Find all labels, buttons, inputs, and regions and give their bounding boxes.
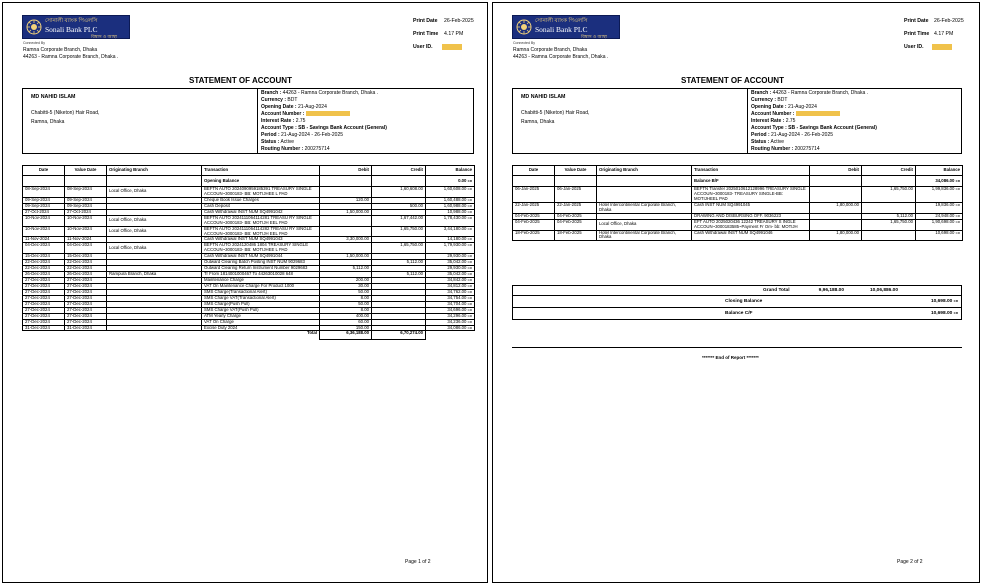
row-value-date: 27-Dec-2024	[65, 295, 107, 301]
row-value-date: 26-Dec-2024	[65, 272, 107, 278]
row-date: 09-Sep-2024	[23, 197, 65, 203]
row-date: 11-Nov-2024	[23, 237, 65, 243]
transactions-table-page-2	[512, 165, 963, 241]
row-value-date: 27-Dec-2024	[65, 307, 107, 313]
row-debit: 5,112.00	[320, 266, 372, 272]
print-date-value: 26-Feb-2025	[444, 18, 474, 24]
row-balance: 1,99,836.00	[931, 186, 955, 191]
col-debit: Debit	[810, 166, 862, 176]
row-branch: Hotel Intercontinental Corporate Branch, Dhaka	[597, 230, 692, 241]
page-number-1: Page 1 of 2	[405, 559, 431, 565]
row-value-date: 22-Jan-2025	[555, 202, 597, 213]
row-balance: 29,930.00	[447, 265, 467, 271]
balance-cf-label: Balance C/F	[725, 311, 753, 316]
row-value-date: 04-Feb-2025	[555, 219, 597, 230]
col-value-date: Value Date	[555, 166, 597, 176]
row-credit: 500.00	[372, 203, 426, 209]
row-balance: 19,836.00	[935, 202, 955, 207]
row-debit	[320, 215, 372, 226]
opening-balance-value: 0.00	[458, 177, 467, 183]
balance-bf-row: Balance B/F 34,086.00 CR	[513, 176, 963, 187]
table-row	[23, 272, 475, 278]
bank-name: Sonali Bank PLC	[535, 25, 588, 34]
row-transaction: VAT On Maintenance Charge For Product 1000	[202, 283, 320, 289]
grand-total-credit: 10,06,886.00	[869, 288, 898, 293]
total-credit: 6,70,274.00	[372, 331, 426, 340]
row-transaction: EFT AUTO 2025020436 12242 TREASURY S INGLE ACCOUN~3000183585~Payment Fr Om- bb: MOTIJH	[692, 219, 810, 230]
row-date: 27-Oct-2024	[23, 209, 65, 215]
closing-balance-row: Closing Balance 10,698.00 CR	[513, 296, 961, 308]
account-opening-date: Opening Date : 21-Aug-2024	[261, 104, 327, 110]
row-balance: 34,812.00	[447, 283, 467, 288]
table-row	[513, 187, 963, 203]
row-transaction: ATM Yearly Charge	[202, 313, 320, 319]
row-cr-indicator: CR	[467, 307, 472, 312]
row-date: 06-Jan-2025	[513, 187, 555, 203]
row-value-date: 09-Sep-2024	[65, 203, 107, 209]
account-number-redacted	[306, 111, 350, 116]
account-info-box	[512, 88, 962, 154]
row-branch	[597, 187, 692, 203]
col-value-date: Value Date	[65, 166, 107, 176]
end-of-report: ******* End of Report *******	[702, 355, 759, 360]
opening-balance-label: Opening Balance	[202, 176, 320, 187]
bank-name: Sonali Bank PLC	[45, 25, 98, 34]
account-status: Status : Active	[751, 139, 785, 145]
row-branch: Hotel Intercontinental Corporate Branch, Dhaka	[597, 202, 692, 213]
row-date: 09-Sep-2024	[23, 203, 65, 209]
row-transaction: BEFTN AUTO 2024090959185391 TREASURY SINGLE ACCOUN~3000183- BB: MOTIJHEE L PAD	[202, 187, 320, 198]
row-transaction: Cash Withdrawal INST NUM SQ4991044	[202, 254, 320, 260]
row-transaction: Tr From 1814001000467 To 44263010028 648	[202, 272, 320, 278]
row-transaction: BEFTN AUTO 2024111064114282 TREASU RY SINGLE ACCOUN~3000183- BB: MOTIJH EEL PAD	[202, 226, 320, 237]
row-value-date: 27-Dec-2024	[65, 278, 107, 284]
account-period: Period : 21-Aug-2024 - 26-Feb-2025	[261, 132, 344, 138]
row-credit: 1,65,750.00	[862, 219, 916, 230]
row-credit: 5,112.00	[372, 260, 426, 266]
row-transaction: DRAWING AND DISBURSING OFF. 9036223	[692, 213, 810, 219]
row-transaction: Outward Clearing Return Instrument Number 9029683	[202, 266, 320, 272]
account-interest-rate: Interest Rate : 2.75	[261, 118, 306, 124]
row-cr-indicator: CR	[467, 325, 472, 330]
row-balance: 10,988.00	[447, 209, 467, 214]
row-balance: 1,78,430.00	[443, 215, 467, 220]
table-row	[513, 219, 963, 230]
row-date: 22-Jan-2025	[513, 202, 555, 213]
account-type: Account Type : SB - Savings Bank Account (General)	[261, 125, 387, 131]
row-value-date: 06-Jan-2025	[555, 187, 597, 203]
row-cr-indicator: CR	[467, 278, 472, 282]
table-row	[23, 260, 475, 266]
row-transaction: SMS Charge VAT(Transactional Alert)	[202, 295, 320, 301]
row-cr-indicator: CR	[467, 237, 472, 242]
customer-address-line1: Chabitti-5 (Niketon) Hair Road,	[31, 110, 100, 116]
bank-tagline: বিশ্বাস ও আস্থা	[91, 34, 117, 39]
account-routing: Routing Number : 200275714	[751, 146, 820, 152]
row-balance: 35,042.00	[447, 271, 467, 277]
account-status: Status : Active	[261, 139, 295, 145]
balance-cf-value: 10,698.00	[930, 311, 953, 316]
row-value-date: 18-Feb-2025	[555, 230, 597, 241]
row-debit: 1,80,000.00	[810, 230, 862, 241]
connected-by-label: Connected By	[23, 41, 45, 45]
user-id-label: User ID.	[904, 44, 924, 50]
row-cr-indicator: CR	[467, 226, 472, 231]
row-transaction: Cheque Book Issue Charges	[202, 197, 320, 203]
grand-total-row	[513, 286, 961, 296]
row-date: 27-Dec-2024	[23, 278, 65, 284]
row-cr-indicator: CR	[467, 187, 472, 191]
row-debit: 150.00	[320, 325, 372, 331]
balance-bf-value: 34,086.00	[935, 177, 955, 183]
print-time-label: Print Time	[904, 31, 930, 37]
print-time-value: 4.17 PM	[444, 31, 464, 37]
row-date: 27-Dec-2024	[23, 283, 65, 289]
branch-code: 44263 - Ramna Corporate Branch, Dhaka .	[23, 54, 119, 60]
table-header-row	[513, 166, 963, 176]
row-debit	[810, 187, 862, 203]
bank-emblem-icon	[516, 19, 532, 35]
row-debit	[320, 243, 372, 254]
account-interest-rate: Interest Rate : 2.75	[751, 118, 796, 124]
row-transaction: Maintenance Charge	[202, 278, 320, 284]
grand-total-debit: 9,96,188.00	[818, 288, 844, 293]
row-cr-indicator: CR	[467, 289, 472, 294]
total-debit: 6,36,188.00	[320, 331, 372, 340]
user-id-redacted	[442, 44, 462, 50]
row-credit: 1,65,750.00	[372, 243, 426, 254]
row-date: 22-Dec-2024	[23, 260, 65, 266]
customer-address-line1: Chabitti-5 (Niketon) Hair Road,	[521, 110, 590, 116]
row-balance: 1,90,698.00	[931, 219, 955, 224]
print-date-label: Print Date	[413, 18, 438, 24]
col-date: Date	[23, 166, 65, 176]
row-cr-indicator: CR	[955, 230, 960, 235]
col-transaction: Transaction	[202, 166, 320, 176]
row-debit: 1,50,000.00	[320, 209, 372, 215]
row-transaction: Cash Withdrawal INST NUM SQ4991046	[692, 230, 810, 241]
row-transaction: BEFTN Transfer 2025010612128996 TREASURY SINGLE ACCOUN~3000183- TREASURY SINGLE-BB: MOTIJHEEL PAD	[692, 187, 810, 203]
row-date: 18-Feb-2025	[513, 230, 555, 241]
customer-name: MD NAHID ISLAM	[31, 94, 76, 100]
row-date: 22-Dec-2024	[23, 266, 65, 272]
row-date: 27-Dec-2024	[23, 313, 65, 319]
row-balance: 34,704.00	[447, 301, 467, 306]
col-balance: Balance	[426, 166, 475, 176]
row-date: 15-Dec-2024	[23, 254, 65, 260]
account-branch: Branch : 44263 - Ramna Corporate Branch, Dhaka .	[751, 90, 869, 96]
row-balance: 10,698.00	[935, 230, 955, 235]
row-credit: 1,65,750.00	[372, 226, 426, 237]
row-value-date: 11-Nov-2024	[65, 237, 107, 243]
customer-name: MD NAHID ISLAM	[521, 94, 566, 100]
row-debit: 30.00	[320, 283, 372, 289]
row-branch: Local Office, Dhaka	[107, 226, 202, 237]
row-date: 04-Feb-2025	[513, 213, 555, 219]
row-debit: 50.00	[320, 289, 372, 295]
row-balance: 29,930.00	[447, 253, 467, 259]
row-date: 08-Sep-2024	[23, 187, 65, 198]
row-cr-indicator: CR	[955, 219, 960, 224]
row-date: 27-Dec-2024	[23, 301, 65, 307]
closing-balance-label: Closing Balance	[725, 299, 763, 304]
row-cr-indicator: CR	[467, 313, 472, 318]
row-cr-indicator: CR	[467, 215, 472, 220]
customer-address-line2: Ramna, Dhaka	[521, 119, 555, 125]
row-cr-indicator: CR	[467, 197, 472, 202]
row-branch: Local Office, Dhaka	[597, 219, 692, 230]
info-divider	[747, 89, 748, 153]
row-value-date: 27-Dec-2024	[65, 319, 107, 325]
table-header-row	[23, 166, 475, 176]
statement-page-1	[2, 2, 488, 583]
row-date: 26-Dec-2024	[23, 272, 65, 278]
row-cr-indicator: CR	[467, 209, 472, 214]
statement-page-2	[492, 2, 980, 583]
row-debit	[810, 219, 862, 230]
row-balance: 14,180.00	[447, 236, 467, 242]
account-period: Period : 21-Aug-2024 - 26-Feb-2025	[751, 132, 834, 138]
table-row	[513, 230, 963, 241]
row-value-date: 10-Nov-2024	[65, 215, 107, 226]
row-transaction: Outward Clearing Batch Posting INST NUM 9029683	[202, 260, 320, 266]
row-balance: 24,948.00	[935, 213, 955, 218]
row-balance: 1,60,988.00	[443, 203, 467, 208]
row-date: 10-Nov-2024	[23, 215, 65, 226]
row-transaction: BEFTN AUTO 2024120486 1804 TREASURY SINGLE ACCOUN~3000183- BB: MOTIJHEE L PAD	[202, 243, 320, 254]
account-branch: Branch : 44263 - Ramna Corporate Branch, Dhaka .	[261, 90, 379, 96]
row-value-date: 08-Sep-2024	[65, 187, 107, 198]
row-cr-indicator: CR	[467, 272, 472, 277]
transactions-table-page-1	[22, 165, 475, 340]
connected-by-label: Connected By	[513, 41, 535, 45]
row-value-date: 27-Dec-2024	[65, 289, 107, 295]
row-debit	[320, 187, 372, 198]
row-value-date: 31-Dec-2024	[65, 325, 107, 331]
row-value-date: 27-Oct-2024	[65, 209, 107, 215]
branch-code: 44263 - Ramna Corporate Branch, Dhaka .	[513, 54, 609, 60]
statement-title: STATEMENT OF ACCOUNT	[681, 76, 784, 85]
row-debit: 200.00	[320, 278, 372, 284]
row-debit: 120.00	[320, 197, 372, 203]
grand-total-label: Grand Total	[763, 288, 790, 293]
row-date: 27-Dec-2024	[23, 307, 65, 313]
col-debit: Debit	[320, 166, 372, 176]
row-cr-indicator: CR	[955, 187, 960, 191]
row-cr-indicator: CR	[955, 213, 960, 218]
row-branch: Local Office, Dhaka	[107, 215, 202, 226]
closing-balance-value: 10,698.00	[930, 299, 953, 304]
row-cr-indicator: CR	[467, 295, 472, 300]
row-value-date: 27-Dec-2024	[65, 313, 107, 319]
row-debit: 60.00	[320, 319, 372, 325]
bank-name-bengali: সোনালী ব্যাংক পিএলসি	[535, 18, 588, 24]
account-number-redacted	[796, 111, 840, 116]
balance-cf-row: Balance C/F 10,698.00 CR	[725, 311, 958, 316]
row-transaction: BEFTN AUTO 2024111064114281 TREASU RY SINGLE ACCOUN~3000183- BB: MOTIJH EEL PAD	[202, 215, 320, 226]
row-balance: 1,79,930.00	[443, 242, 467, 248]
account-opening-date: Opening Date : 21-Aug-2024	[751, 104, 817, 110]
print-date-value: 26-Feb-2025	[934, 18, 964, 24]
row-debit: 3,30,000.00	[320, 237, 372, 243]
row-cr-indicator: CR	[955, 202, 960, 207]
row-cr-indicator: CR	[467, 266, 472, 271]
row-date: 10-Nov-2024	[23, 226, 65, 237]
row-transaction: VAT On Charge	[202, 319, 320, 325]
col-transaction: Transaction	[692, 166, 810, 176]
bank-name-bengali: সোনালী ব্যাংক পিএলসি	[45, 18, 98, 24]
row-credit: 1,67,442.00	[372, 215, 426, 226]
print-date-label: Print Date	[904, 18, 929, 24]
statement-title: STATEMENT OF ACCOUNT	[189, 76, 292, 85]
row-branch: Rampura Branch, Dhaka	[107, 272, 202, 278]
row-value-date: 09-Sep-2024	[65, 197, 107, 203]
row-debit: 8.00	[320, 295, 372, 301]
row-cr-indicator: CR	[467, 203, 472, 208]
col-credit: Credit	[372, 166, 426, 176]
account-routing: Routing Number : 200275714	[261, 146, 330, 152]
account-currency: Currency : BDT	[751, 97, 788, 103]
page-number-2: Page 2 of 2	[897, 559, 923, 565]
row-cr-indicator: CR	[467, 254, 472, 259]
row-value-date: 04-Dec-2024	[65, 243, 107, 254]
row-transaction: SMS Charge VAT(Push Pull)	[202, 307, 320, 313]
row-cr-indicator: CR	[467, 301, 472, 306]
row-debit: 50.00	[320, 301, 372, 307]
table-row	[23, 243, 475, 254]
row-date: 04-Feb-2025	[513, 219, 555, 230]
row-cr-indicator: CR	[467, 283, 472, 288]
row-balance: 34,086.00	[447, 325, 467, 330]
user-id-label: User ID.	[413, 44, 433, 50]
branch-name: Ramna Corporate Branch, Dhaka	[23, 47, 98, 53]
row-balance: 35,042.00	[447, 259, 467, 265]
row-balance: 34,842.00	[447, 277, 467, 282]
customer-address-line2: Ramna, Dhaka	[31, 119, 65, 125]
row-date: 31-Dec-2024	[23, 325, 65, 331]
row-debit: 1,80,000.00	[810, 202, 862, 213]
row-value-date: 10-Nov-2024	[65, 226, 107, 237]
row-balance: 34,754.00	[447, 295, 467, 300]
row-cr-indicator: CR	[467, 260, 472, 265]
print-time-label: Print Time	[413, 31, 439, 37]
row-date: 04-Dec-2024	[23, 243, 65, 254]
row-value-date: 22-Dec-2024	[65, 266, 107, 272]
report-divider	[512, 347, 962, 348]
row-credit: 1,65,750.00	[862, 187, 916, 203]
row-balance: 1,60,488.00	[443, 197, 467, 202]
user-id-redacted	[932, 44, 952, 50]
row-credit: 1,60,608.00	[372, 187, 426, 198]
row-debit: 400.00	[320, 313, 372, 319]
row-transaction: Cash INST NUM SQ4991045	[692, 202, 810, 213]
row-transaction: Cash Withdrawal INST NUM SQ4991042	[202, 209, 320, 215]
row-value-date: 27-Dec-2024	[65, 301, 107, 307]
row-branch: Local Office, Dhaka	[107, 187, 202, 198]
row-balance: 34,236.00	[447, 319, 467, 324]
table-row	[513, 202, 963, 213]
row-date: 27-Dec-2024	[23, 289, 65, 295]
row-balance: 1,60,608.00	[443, 186, 467, 191]
account-number: Account Number :	[751, 111, 840, 117]
row-transaction: SMS Charge(Push Pull)	[202, 301, 320, 307]
row-balance: 3,44,180.00	[443, 226, 467, 231]
col-date: Date	[513, 166, 555, 176]
bank-logo	[512, 15, 620, 39]
col-balance: Balance	[916, 166, 963, 176]
table-row	[23, 215, 475, 226]
row-credit	[862, 202, 916, 213]
col-branch: Originating Branch	[597, 166, 692, 176]
row-debit: 1,50,000.00	[320, 254, 372, 260]
bank-emblem-icon	[26, 19, 42, 35]
row-date: 27-Dec-2024	[23, 295, 65, 301]
account-number: Account Number :	[261, 111, 350, 117]
row-debit: 8.00	[320, 307, 372, 313]
branch-name: Ramna Corporate Branch, Dhaka	[513, 47, 588, 53]
row-transaction: Cash Deposit	[202, 203, 320, 209]
row-transaction: Cash Withdrawal INST NUM SQ4991043	[202, 237, 320, 243]
row-cr-indicator: CR	[467, 243, 472, 248]
row-credit: 5,112.00	[862, 213, 916, 219]
row-balance: 34,762.00	[447, 289, 467, 294]
row-date: 27-Dec-2024	[23, 319, 65, 325]
total-row	[23, 331, 475, 340]
balance-bf-label: Balance B/F	[692, 176, 810, 187]
col-branch: Originating Branch	[107, 166, 202, 176]
row-transaction: Excise Duty 2024	[202, 325, 320, 331]
summary-box	[512, 285, 962, 320]
table-row	[23, 226, 475, 237]
row-balance: 34,696.00	[447, 307, 467, 312]
account-info-box	[22, 88, 474, 154]
row-value-date: 22-Dec-2024	[65, 260, 107, 266]
row-cr-indicator: CR	[467, 319, 472, 324]
row-debit	[320, 226, 372, 237]
row-credit: 5,112.00	[372, 272, 426, 278]
row-credit	[862, 230, 916, 241]
account-currency: Currency : BDT	[261, 97, 298, 103]
account-type: Account Type : SB - Savings Bank Account (General)	[751, 125, 877, 131]
table-row	[23, 187, 475, 198]
row-value-date: 04-Feb-2025	[555, 213, 597, 219]
total-label: Total	[307, 330, 317, 336]
info-divider	[257, 89, 258, 153]
print-time-value: 4.17 PM	[934, 31, 954, 37]
row-transaction: SMS Charge(Transactional Alert)	[202, 289, 320, 295]
row-value-date: 27-Dec-2024	[65, 283, 107, 289]
row-balance: 34,296.00	[447, 313, 467, 318]
bank-tagline: বিশ্বাস ও আস্থা	[581, 34, 607, 39]
row-value-date: 15-Dec-2024	[65, 254, 107, 260]
row-branch: Local Office, Dhaka	[107, 243, 202, 254]
bank-logo	[22, 15, 130, 39]
opening-balance-row: Opening Balance 0.00 CR	[23, 176, 475, 187]
col-credit: Credit	[862, 166, 916, 176]
